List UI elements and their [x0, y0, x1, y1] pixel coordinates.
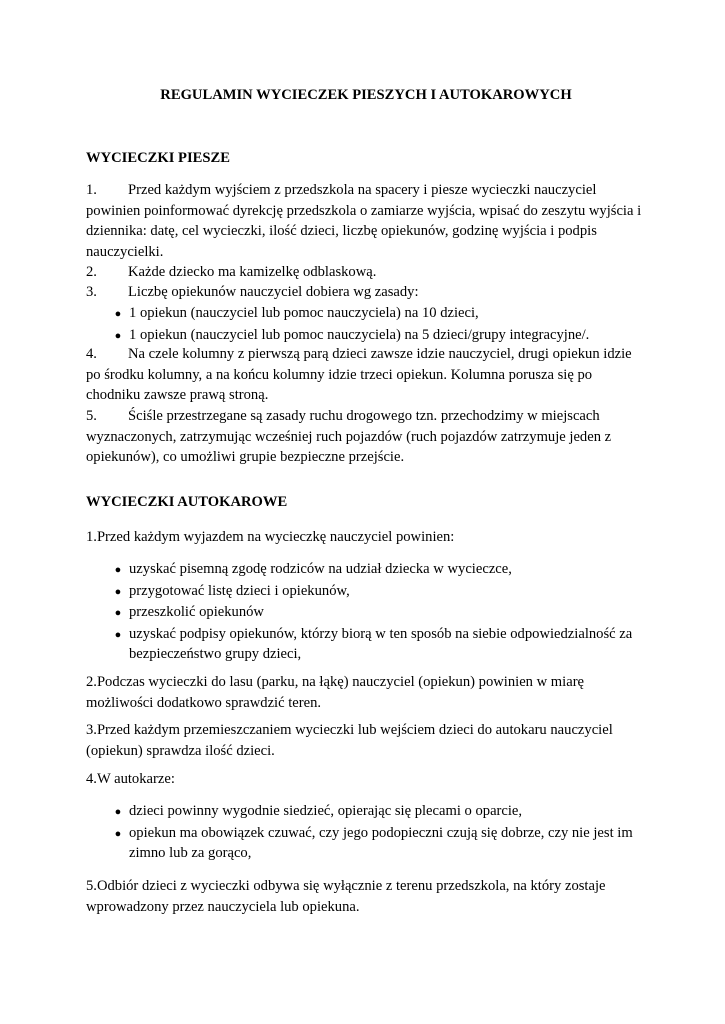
section-heading-piesze: WYCIECZKI PIESZE — [86, 150, 230, 166]
bullet-icon: ● — [114, 329, 122, 342]
list-item: ● przygotować listę dzieci i opiekunów, — [86, 581, 646, 603]
paragraph-2: 2.Podczas wycieczki do lasu (parku, na łąkę) nauczyciel (opiekun) powinien w miarę możliwości dodatkowo sprawdzić teren. — [86, 674, 585, 711]
bullet-icon: ● — [114, 628, 122, 641]
paragraph-3: 3.Przed każdym przemieszczaniem wycieczki lub wejściem dzieci do autokaru nauczyciel (opiekun) sprawdza ilość dzieci. — [86, 722, 613, 759]
bullet-icon: ● — [114, 564, 122, 576]
item-3: 3. Liczbę opiekunów nauczyciel dobiera wg zasady: — [86, 284, 419, 300]
item-4: 4. Na czele kolumny z pierwszą parą dzieci zawsze idzie nauczyciel, drugi opiekun idzie po środku kolumny, a na końcu kolumny idzie trzeci opiekun. Kolumna porusza się po chodniku zawsze prawą stroną. — [86, 346, 632, 404]
bullet-icon: ● — [114, 308, 122, 320]
item-5: 5. Ściśle przestrzegane są zasady ruchu drogowego tzn. przechodzimy w miejscach wyznaczonych, zatrzymując wcześniej ruch pojazdów (ruch pojazdów zatrzymuje jeden z opiekunów), co umożliwi grupie bezpieczne przejście. — [86, 408, 612, 466]
bullet-icon: ● — [114, 585, 122, 598]
bullet-icon: ● — [114, 806, 122, 818]
list-item: ● uzyskać podpisy opiekunów, którzy biorą w ten sposób na siebie odpowiedzialność za bezpieczeństwo grupy dzieci, — [86, 624, 646, 665]
document-title: REGULAMIN WYCIECZEK PIESZYCH I AUTOKAROWYCH — [160, 87, 572, 103]
section-heading-autokarowe: WYCIECZKI AUTOKAROWE — [86, 494, 288, 510]
list-item: ● opiekun ma obowiązek czuwać, czy jego podopieczni czują się dobrze, czy nie jest im zimno lub za gorąco, — [86, 823, 646, 864]
paragraph-5: 5.Odbiór dzieci z wycieczki odbywa się wyłącznie z terenu przedszkola, na który zostaje wprowadzony przez nauczyciela lub opiekuna. — [86, 878, 606, 915]
przygotowanie-bullet-list — [86, 559, 646, 665]
list-item: ● przeszkolić opiekunów — [86, 602, 646, 624]
paragraph-4: 4.W autokarze: — [86, 771, 175, 787]
item-1: 1. Przed każdym wyjściem z przedszkola na spacery i piesze wycieczki nauczyciel powinien poinformować dyrekcję przedszkola o zamiarze wyjścia, wpisać do zeszytu wyjścia i dziennika: datę, cel wycieczki, ilość dzieci, liczbę opiekunów, godzinę wyjścia i podpis nauczycielki. — [86, 182, 642, 260]
bullet-icon: ● — [114, 827, 122, 840]
bullet-icon: ● — [114, 607, 122, 620]
list-item: ● dzieci powinny wygodnie siedzieć, opierając się plecami o oparcie, — [86, 801, 646, 823]
list-item: ● 1 opiekun (nauczyciel lub pomoc nauczyciela) na 5 dzieci/grupy integracyjne/. — [86, 325, 646, 347]
autokar-bullet-list — [86, 801, 646, 864]
list-item: ● uzyskać pisemną zgodę rodziców na udział dziecka w wycieczce, — [86, 559, 646, 581]
paragraph-1: 1.Przed każdym wyjazdem na wycieczkę nauczyciel powinien: — [86, 529, 455, 545]
opiekun-bullet-list — [86, 303, 646, 346]
list-item: ● 1 opiekun (nauczyciel lub pomoc nauczyciela) na 10 dzieci, — [86, 303, 646, 325]
item-2: 2. Każde dziecko ma kamizelkę odblaskową. — [86, 264, 377, 280]
